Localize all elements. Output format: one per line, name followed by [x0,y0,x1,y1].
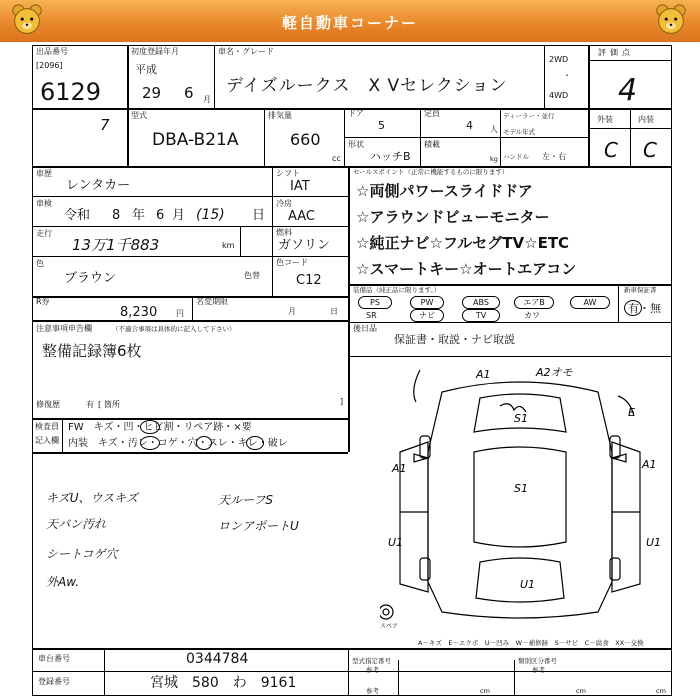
handwritten-note-6: ロンアポートU [218,519,299,533]
lot-sub: [2096] [36,61,63,70]
history-value: レンタカー [66,178,131,193]
registration-value: 宮城 580 わ 9161 [150,675,297,691]
equip-airbag: エアB [514,296,554,309]
inspection-month: 6 [156,208,165,223]
vehicle-name-label: 車名・グレード [218,47,274,56]
load-unit: kg [490,155,498,163]
color-code: C12 [296,273,322,288]
displacement-unit: cc [332,154,341,163]
spec-ref-1: 参考 [366,666,379,674]
mark-u1-right: U1 [646,536,662,549]
inspector-label-1: 検査員 [35,422,59,431]
header-bar [0,0,700,42]
mileage-unit: km [222,241,235,250]
equip-abs: ABS [462,296,500,309]
mark-a1-left: A1 [392,462,407,475]
spec-label-2: 類別区分番号 [518,657,557,665]
dim-unit-1: cm [480,687,490,695]
spare-label: スペア [380,623,399,630]
first-reg-month-unit: 月 [203,95,211,104]
handwritten-note-1: キズU、ウスキズ [46,491,138,505]
model-value: DBA-B21A [152,130,239,150]
displacement-value: 660 [290,130,321,149]
body-type-value: ハッチB [370,150,411,163]
drive-4wd: 4WD [549,91,569,100]
rating-score: 4 [618,73,638,108]
first-reg-label: 初度登録年月 [131,47,179,56]
platform-label: 車台番号 [38,654,70,663]
ac-label: 冷房 [276,199,292,208]
rear-items-label: 後日品 [353,324,377,333]
notes-value: 整備記録簿6枚 [42,342,142,360]
fuel-value: ガソリン [278,238,331,253]
rear-items-value: 保証書・取説・ナビ取説 [394,333,515,346]
name-change-month: 月 [288,307,296,316]
vehicle-name: デイズルークス X Vセレクション [226,76,508,96]
load-label: 積載 [424,140,440,149]
damage-legend: A－キズ E－エクボ U－凹み W－補修跡 S－サビ C－腐食 XX－交換 [418,639,644,647]
notes-sub: （不適合事項は具体的に記入して下さい） [112,325,236,333]
model-label: 型式 [131,111,147,120]
handwritten-note-3: シートコゲ穴 [46,547,118,561]
displacement-label: 排気量 [268,111,292,120]
sales-point-4: ☆スマートキー☆オートエアコン [356,260,577,278]
spec-ref-2: 参考 [532,666,545,674]
equip-sr: SR [366,311,377,320]
dealer-label: ディーラー・並行 [503,112,555,120]
sales-points-label: セールスポイント（正常に機能するものに限ります） [353,168,509,176]
damage-marks [388,366,661,591]
mileage-value: 13万1千883 [72,236,160,254]
inspector-row-2: 内装 キズ・汚レ・コゲ・穴・スレ・キレ・破レ [68,438,288,449]
color-change-label: 色替 [244,271,260,280]
doors-value: 5 [378,119,385,132]
ac-value: AAC [288,209,315,224]
mark-a2-front: A2オモ [536,366,573,379]
shift-label: シフト [276,169,300,178]
first-reg-year: 29 [142,84,162,102]
equip-leather: カワ [524,311,540,320]
mileage-label: 走行 [36,229,52,238]
capacity-value: 4 [466,119,473,132]
sales-point-3: ☆純正ナビ☆フルセグTV☆ETC [356,234,570,252]
model-year-label: モデル年式 [503,128,536,136]
lot-number: 6129 [40,78,102,106]
manual-label: 新車保証書 [624,286,657,294]
exterior-grade: C [604,138,618,162]
fuel-label: 燃料 [276,228,292,237]
sales-point-2: ☆アラウンドビューモニター [356,208,550,226]
name-change-day: 日 [330,307,338,316]
recycle-value: 8,230 [120,305,158,320]
inspection-year: 8 [112,208,121,223]
recycle-unit: 円 [176,309,184,318]
shift-value: IAT [290,179,310,194]
mark-u1-left: U1 [388,536,404,549]
color-value: ブラウン [64,271,117,286]
steering-label: ハンドル [503,153,529,161]
handwritten-note-4: 外Aw. [46,575,80,589]
registration-label: 登録番号 [38,677,70,686]
spec-label-1: 型式指定番号 [352,657,391,665]
interior-grade: C [643,138,657,162]
inspection-era: 令和 [64,208,91,223]
inspector-label-2: 記入欄 [35,436,59,445]
capacity-label: 定員 [424,109,440,118]
inspection-day: (15) [196,207,225,223]
mark-a1-right: A1 [642,458,657,471]
notes-label: 注意事項申告欄 [36,324,92,333]
rating-label: 評価点 [598,48,634,57]
first-reg-era: 平成 [135,63,157,76]
color-code-label: 色コード [276,258,308,267]
name-change-label: 名変期限 [196,297,228,306]
equip-aw: AW [570,296,610,309]
equip-pw: PW [410,296,444,309]
mark-a1-front: A1 [476,368,491,381]
repair-label: 修復歴 [36,400,60,409]
inspection-year-unit: 年 [132,208,146,223]
sales-point-1: ☆両側パワースライドドア [356,182,533,200]
header-title: 軽自動車コーナー [281,14,418,32]
repair-value: 有 [86,400,94,409]
exterior-label: 外装 [597,115,613,124]
inspection-day-unit: 日 [252,208,266,223]
model-mark: 7 [100,116,110,134]
handwritten-note-5: 天ルーフS [218,493,274,507]
recycle-label: R券 [36,297,50,306]
car-damage-diagram [380,362,670,632]
mark-s1-roof: S1 [514,482,528,495]
equip-tv: TV [462,309,500,322]
first-reg-month: 6 [184,84,194,102]
color-label: 色 [36,259,44,268]
mark-e: E [628,406,635,419]
inspection-label: 車検 [36,199,52,208]
inspector-row-1: FW キズ・凹・ヒビ割・リペア跡・×要 [68,422,252,433]
history-label: 車歴 [36,169,52,178]
dim-unit-2: cm [576,687,586,695]
platform-value: 0344784 [186,651,249,667]
equip-ps: PS [358,296,392,309]
body-type-label: 形状 [348,140,364,149]
doors-label: ドア [348,109,364,118]
bear-mascot-icon [652,2,690,40]
steering-value: 左・右 [542,152,566,161]
handwritten-note-2: 天バン汚れ [46,517,107,531]
interior-label: 内装 [638,115,654,124]
repair-detail: 箇所 [104,400,120,409]
equipment-label: 装備品（純正品に限ります。） [353,286,441,294]
manual-value: 有・無 [628,302,661,315]
mark-s1-hood: S1 [514,412,528,425]
inspection-month-unit: 月 [172,208,186,223]
lot-label: 出品番号 [36,47,68,56]
dim-unit-3: cm [656,687,666,695]
spec-ref-3: 参考 [366,687,379,695]
mark-u1-rear: U1 [520,578,536,591]
capacity-unit: 人 [490,125,498,134]
equip-navi: ナビ [410,309,444,322]
drive-2wd: 2WD [549,55,569,64]
